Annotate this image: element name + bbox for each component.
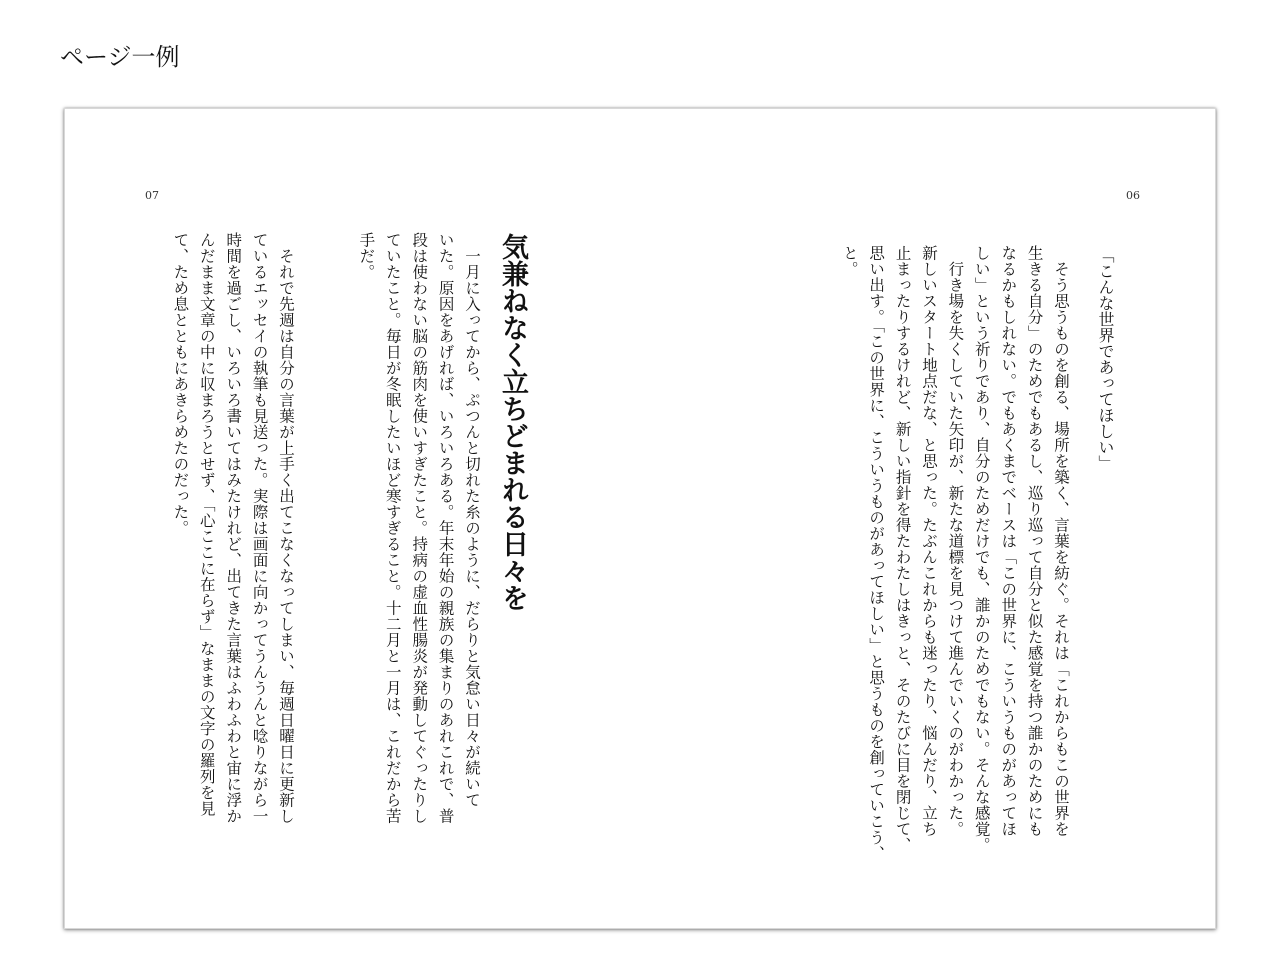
left-page-paragraph-2: それで先週は自分の言葉が上手く出てこなくなってしまい、毎週日曜日に更新し ているエッセイの執筆も見送った。実際は画面に向かってうんうんと唸りながら一 時間を過ごし、いろいろ書いてはみたけれど、出てきた言葉はふわふわと宙に浮か んだまま文章の中に収まろうとせず、「心ここに在らず」なままの文字の羅列を見 て、ため息とともにあきらめたのだった。 [171,232,295,824]
essay-title: 「こんな世界であってほしい」 [1096,247,1115,471]
chapter-heading: 気兼ねなく立ちどまれる日々を [497,233,528,611]
right-page-number: 06 [1126,189,1140,202]
left-page-number: 07 [145,189,159,202]
page-caption: ページ一例 [60,43,180,71]
left-page-paragraph-1: 一月に入ってから、ぷつんと切れた糸のように、だらりと気怠い日々が続いて いた。原因をあげれば、いろいろある。年末年始の親族の集まりのあれこれで、普 段は使わない脳の筋肉を使いすぎたこと。持病の虚血性腸炎が発動してぐったりし ていたこと。毎日が冬眠したいほど寒すぎること。十二月と一月は、これだから苦 手だ。 [357,232,481,824]
right-page-body: そう思うものを創る、場所を築く、言葉を紡ぐ。それは「これからもこの世界を 生きる自分」のためでもあるし、巡り巡って自分と似た感覚を持つ誰かのためにも なるかもしれない。でもあくまでベースは「この世界に、こういうものがあってほ しい」という祈りであり、自分のためだけでも、誰かのためでもない。そんな感覚。 行き場を失くしていた矢印が、新たな道標を見つけて進んでいくのがわかった。 新しいスタート地点だな、と思った。たぶんこれからも迷ったり、悩んだり、立ち 止まったりするけれど、新しい指針を得たわたしはきっと、そのたびに目を閉じて、 思い出す。「この世界に、こういうものがあってほしい」と思うものを創っていこう、 と。 [840,245,1070,862]
book-spread [64,108,1216,929]
